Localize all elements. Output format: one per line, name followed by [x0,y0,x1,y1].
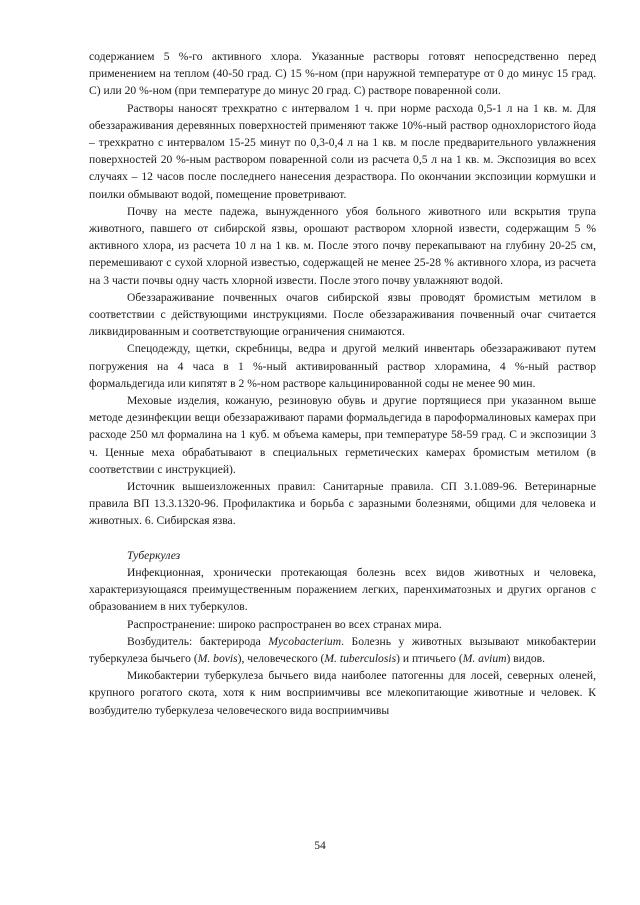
page-body [89,48,596,719]
paragraph: Распространение: широко распространен во всех странах мира. [127,617,442,631]
section-heading: Туберкулез [127,548,181,562]
paragraph: Источник вышеизложенных правил: Санитарные правила. СП 3.1.089-96. Ветеринарные правила ВП 13.3.1320-96. Профилактика и борьба с заразными болезнями, общими для человека и животных. 6. Сибирская язва. [89,480,596,528]
text-run: ) видов. [506,651,546,665]
text-run: ), человеческого ( [237,651,325,665]
text-run: Возбудитель: бактерирода [127,634,269,648]
paragraph: Обеззараживание почвенных очагов сибирской язвы проводят бромистым метилом в соответствии с действующими инструкциями. После обеззараживания почвенный очаг считается ликвидированным и соответствующие ограничения снимаются. [89,290,596,339]
paragraph: содержанием 5 %-го активного хлора. Указанные растворы готовят непосредственно перед применением на теплом (40-50 град. С) 15 %-ном (при наружной температуре от 0 до минус 15 град. С) или 20 %-ном (при температуре до минус 20 град. С) растворе поваренной соли. [89,50,596,98]
paragraph: Микобактерии туберкулеза бычьего вида наиболее патогенны для лосей, северных оленей, крупного рогатого скота, хотя к ним восприимчивы все млекопитающие животные и человек. К возбудителю туберкулеза человеческого вида восприимчивы [89,669,596,717]
latin-term: M. avium [462,651,507,665]
paragraph-agent [89,633,596,667]
latin-term: M. bovis [197,651,238,665]
page-number: 54 [314,839,326,852]
latin-term: Mycobacterium [268,634,342,648]
paragraph: Спецодежду, щетки, скребницы, ведра и другой мелкий инвентарь обеззараживают путем погружения на 4 часа в 1 %-ный активированный раствор хлорамина, 4 %-ный раствор формальдегида или кипятят в 2 %-ном растворе кальцинированной соды не менее 90 мин. [89,342,596,390]
text-run: . Болезнь у животных вызывают микобактерии туберкулеза бычьего ( [89,634,596,665]
text-run: ) и птичьего ( [396,651,463,665]
section-spacer [89,530,596,547]
latin-term: M. tuberculosis [324,651,397,665]
paragraph: Растворы наносят трехкратно с интервалом 1 ч. при норме расхода 0,5-1 л на 1 кв. м. Для обеззараживания деревянных поверхностей применяют также 10%-ный раствор однохлористого йода – трехкратно с интервалом 15-25 минут по 0,3-0,4 л на 1 кв. м после предварительного увлажнения поверхностей 20 %-ным раствором поваренной соли из расчета 0,5 л на 1 кв. м. Экспозиция во всех случаях – 12 часов после последнего нанесения дезраствора. По окончании экспозиции кормушки и поилки обмывают водой, помещение проветривают. [89,101,596,201]
paragraph: Меховые изделия, кожаную, резиновую обувь и другие портящиеся при указанном выше методе дезинфекции вещи обеззараживают парами формальдегида в пароформалиновых камерах при расходе 250 мл формалина на 1 куб. м объема камеры, при температуре 58-59 град. С и экспозиции 3 ч. Ценные меха обрабатывают в специальных герметических камерах бромистым метилом (в соответствии с инструкцией). [89,394,596,476]
paragraph: Почву на месте падежа, вынужденного убоя больного животного или вскрытия трупа животного, павшего от сибирской язвы, орошают раствором хлорной извести, содержащим 5 % активного хлора, из расчета 10 л на 1 кв. м. После этого почву перекапывают на глубину 20-25 см, перемешивают с сухой хлорной известью, содержащей не менее 25-28 % активного хлора, из расчета на 3 части почвы одну часть хлорной извести. После этого почву увлажняют водой. [89,204,596,287]
paragraph: Инфекционная, хронически протекающая болезнь всех видов животных и человека, характеризующаяся преимущественным поражением легких, паренхиматозных и других органов с образованием в них туберкулов. [89,565,596,614]
